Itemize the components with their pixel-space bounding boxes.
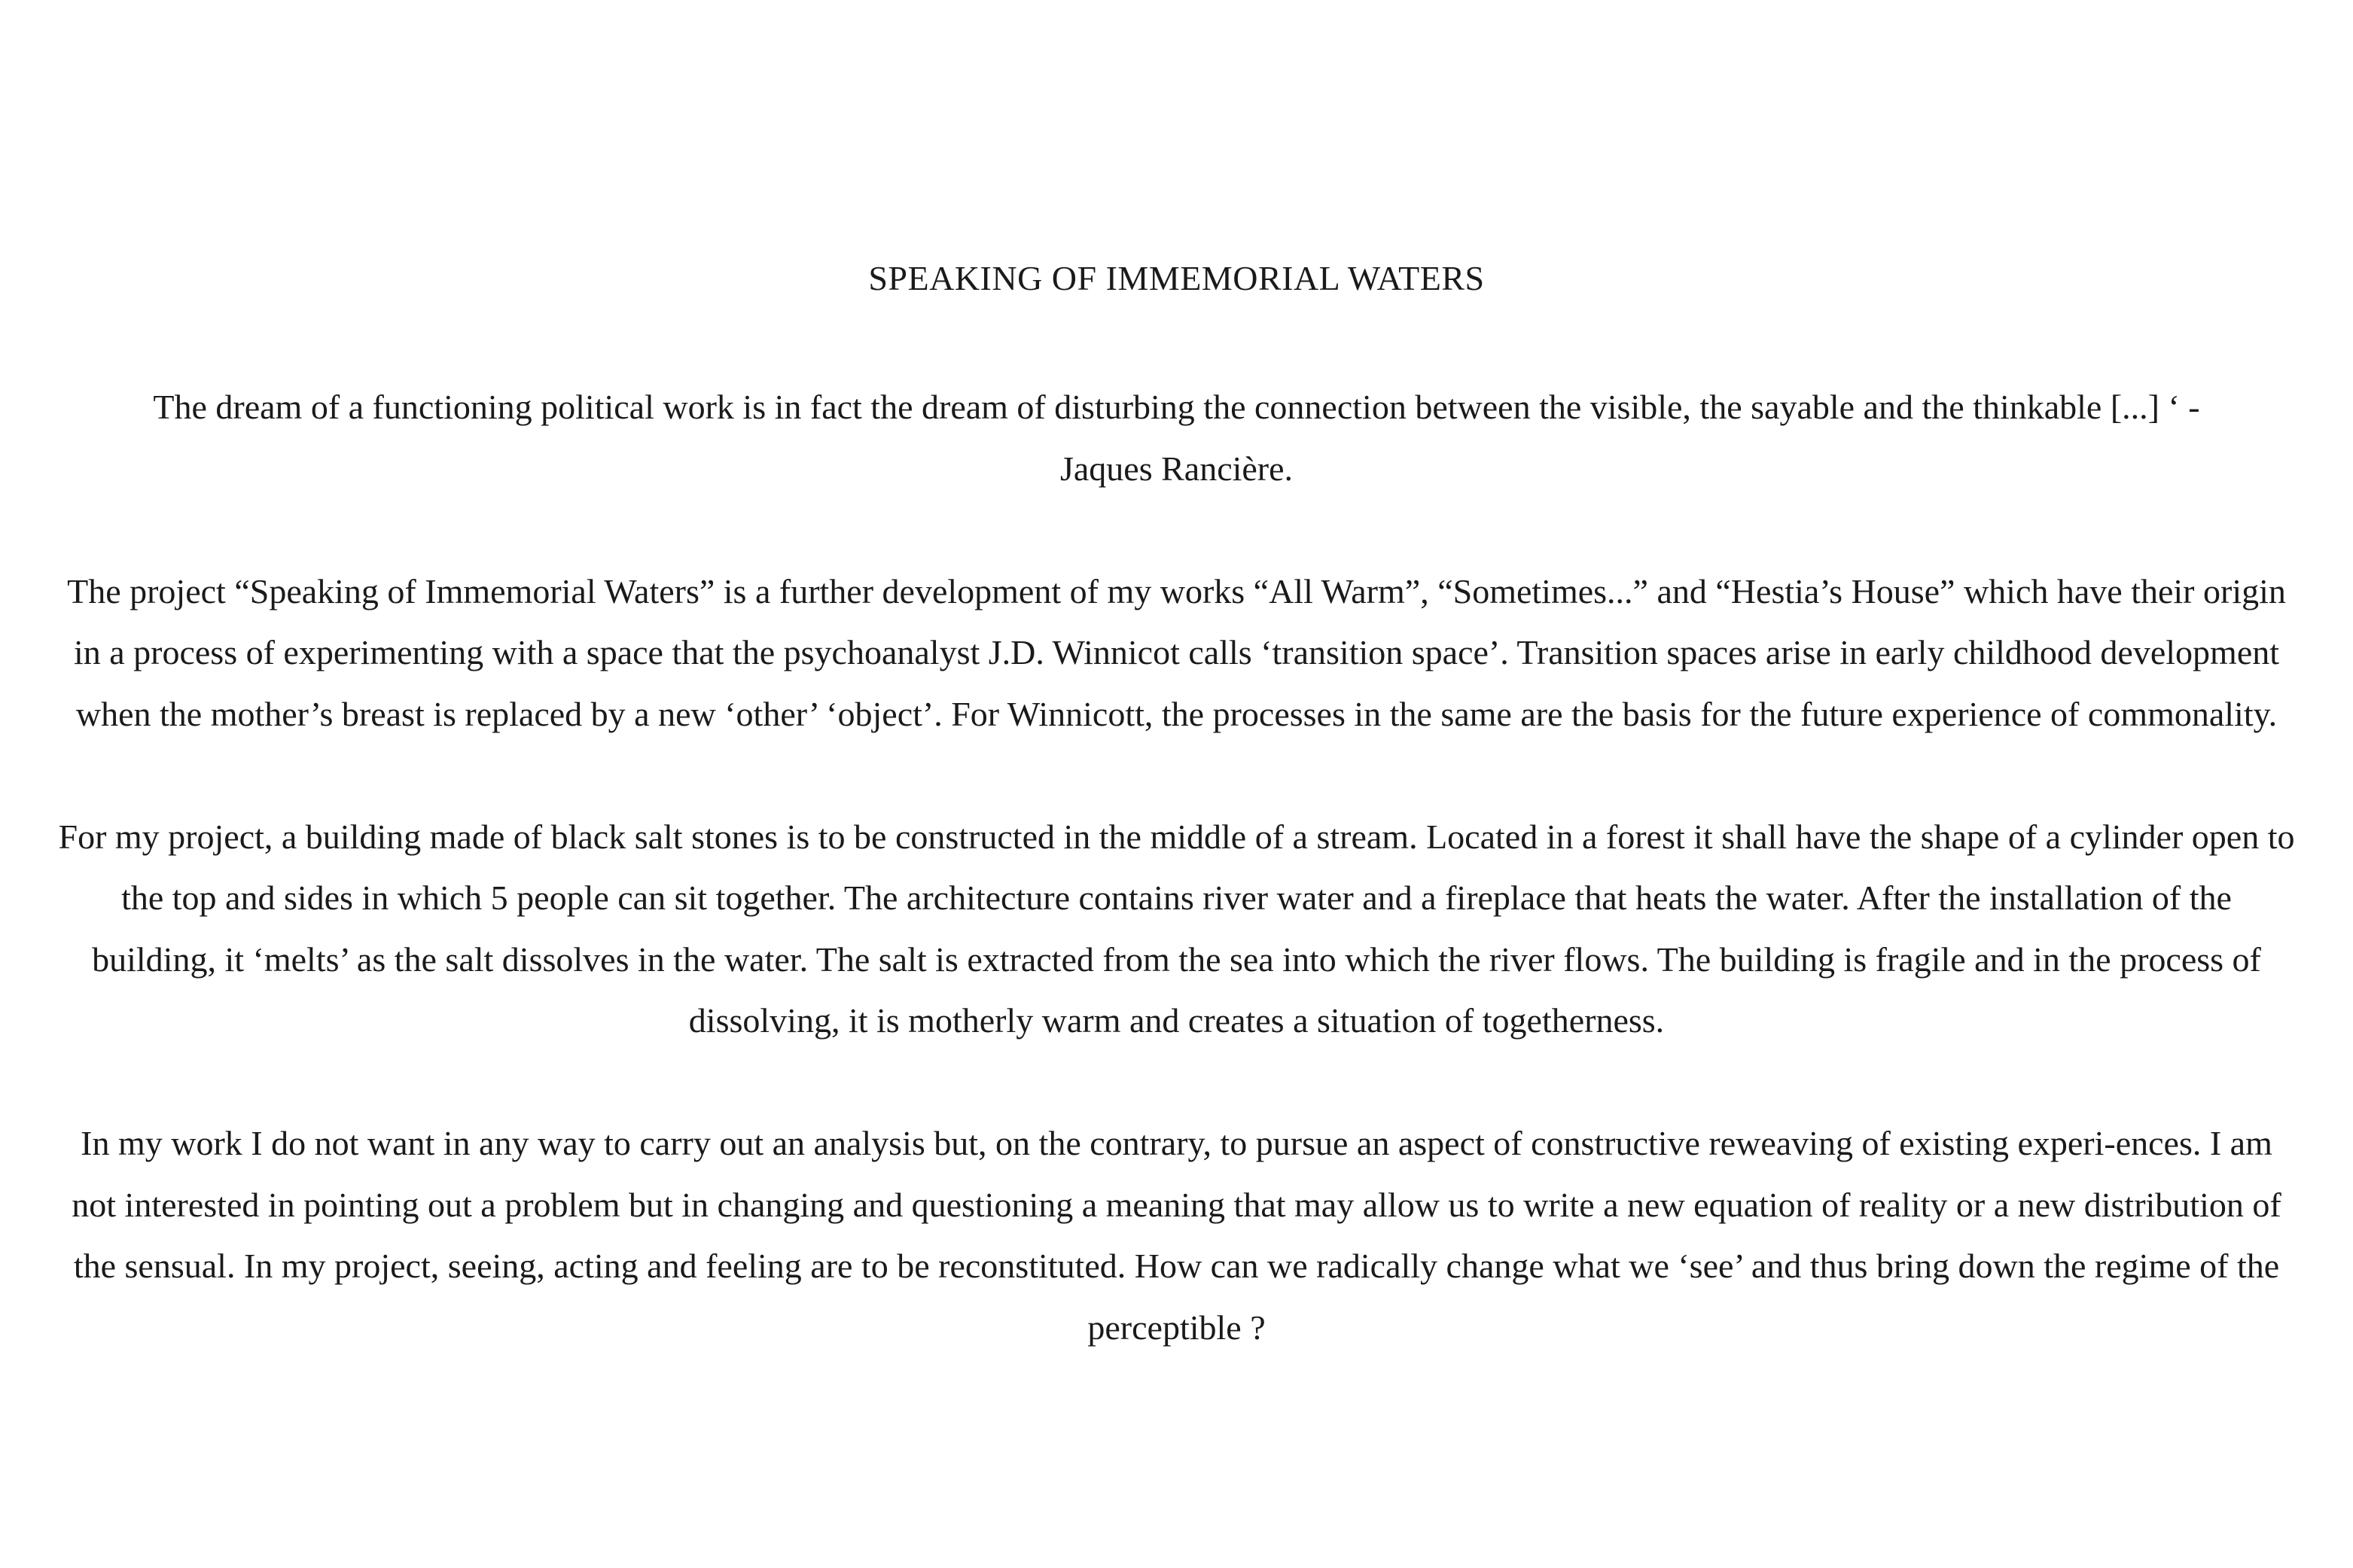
paragraph-building: For my project, a building made of black salt stones is to be constructed in the middle of a stream. Located in a forest it shall have the shape of a cylinder open to the top and sides in which 5 people can sit together. The architecture contains river water and a fireplace that heats the water. After the installation of the building, it ‘melts’ as the salt dissolves in the water. The salt is extracted from the sea into which the river flows. The building is fragile and in the process of dissolving, it is motherly warm and creates a situation of togetherness.: [58, 817, 2295, 1040]
quote-author: Jaques Rancière.: [1059, 449, 1294, 488]
document-body: [56, 376, 2297, 1420]
quote-paragraph: [56, 376, 2297, 499]
quote-text: The dream of a functioning political work is in fact the dream of disturbing the connection between the visible, the sayable and the thinkable [...] ‘ -: [153, 388, 2200, 426]
paragraph-project: The project “Speaking of Immemorial Waters” is a further development of my works “All Warm”, “Sometimes...” and “Hestia’s House” which have their origin in a process of experimenting with a space that the psychoanalyst J.D. Winnicot calls ‘transition space’. Transition spaces arise in early childhood development when the mother’s breast is replaced by a new ‘other’ ‘object’. For Winnicott, the processes in the same are the basis for the future experience of commonality.: [67, 571, 2286, 733]
document-title: SPEAKING OF IMMEMORIAL WATERS: [868, 259, 1485, 297]
paragraph-approach: In my work I do not want in any way to carry out an analysis but, on the contrary, to pursue an aspect of constructive reweaving of existing experi-ences. I am not interested in pointing out a problem but in changing and questioning a meaning that may allow us to write a new equation of reality or a new distribution of the sensual. In my project, seeing, acting and feeling are to be reconstituted. How can we radically change what we ‘see’ and thus bring down the regime of the perceptible ?: [72, 1124, 2281, 1347]
